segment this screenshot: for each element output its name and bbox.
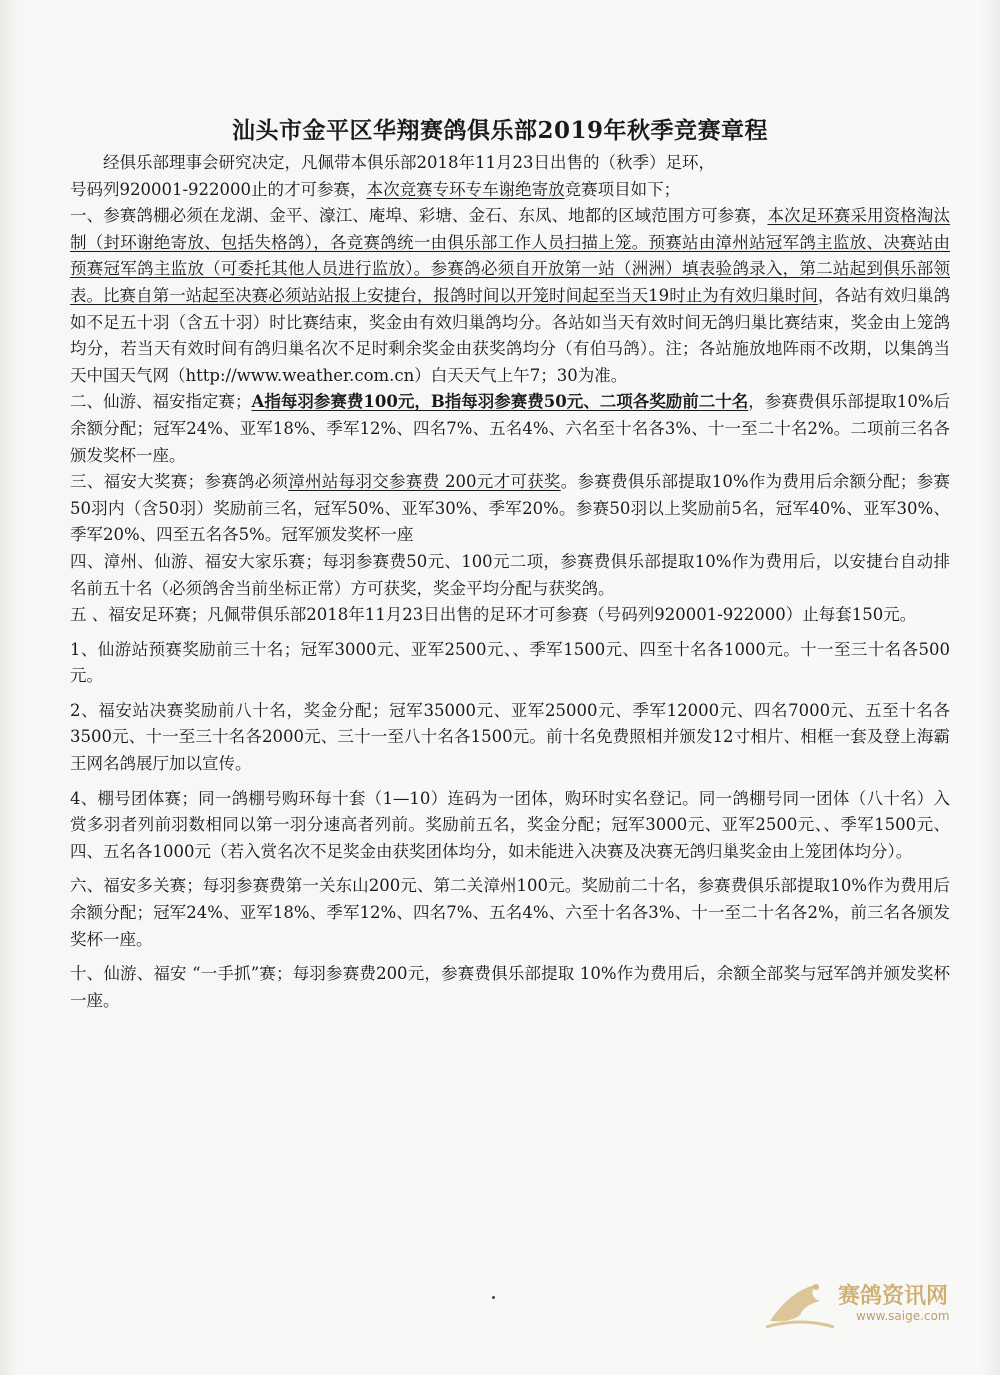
section-6: 六、福安多关赛；每羽参赛费第一关东山200元、第二关漳州100元。奖励前二十名，参赛费俱乐部提取10%作为费用后余额分配；冠军24%、亚军18%、季军12%、四名7%、五名4%、六至十名各3%、十一至二十名各2%，前三名各颁发奖杯一座。 (70, 876, 950, 949)
intro-underlined: 本次竞赛专环专车谢绝寄放 (366, 179, 565, 199)
reward-2: 2、福安站决赛奖励前八十名，奖金分配；冠军35000元、亚军25000元、季军12000元、四名7000元、五至十名各3500元、十一至三十名各2000元、三十一至八十名各1500元。前十名免费照相并颁发12寸相片、相框一套及登上海霸王网名鸽展厅加以宣传。 (70, 700, 950, 774)
section-3-rest: 。参赛费俱乐部提取10%作为费用后余额分配；参赛50羽内（含50羽）奖励前三名，冠军50%、亚军30%、季军20%。参赛50羽以上奖励前5名，冠军40%、亚军30%、季军20%、四至五名各5%。冠军颁发奖杯一座 (70, 472, 950, 545)
scan-speck (492, 1296, 495, 1299)
watermark-url: www.saige.com (856, 1309, 950, 1323)
site-watermark (760, 1271, 970, 1335)
section-1-lead: 一、参赛鸽棚必须在龙湖、金平、濠江、庵埠、彩塘、金石、东凤、地都的区域范围方可参赛， (70, 206, 768, 226)
intro-line-1: 经俱乐部理事会研究决定，凡佩带本俱乐部2018年11月23日出售的（秋季）足环， (103, 153, 715, 172)
section-1 (70, 203, 950, 389)
section-2 (70, 389, 950, 469)
document-title: 汕头市金平区华翔赛鸽俱乐部2019年秋季竞赛章程 (231, 117, 768, 144)
reward-1: 1、仙游站预赛奖励前三十名；冠军3000元、亚军2500元、、季军1500元、四至十名各1000元。十一至三十名各500元。 (70, 639, 950, 686)
section-2-lead: 二、仙游、福安指定赛； (70, 392, 252, 412)
document-body (70, 150, 950, 1014)
intro-paragraph (70, 150, 950, 203)
section-10: 十、仙游、福安 “一手抓”赛；每羽参赛费200元，参赛费俱乐部提取 10%作为费用后，余额全部奖与冠军鸽并颁发奖杯一座。 (70, 964, 950, 1010)
section-1-rest: ，各站有效归巢鸽如不足五十羽（含五十羽）时比赛结束，奖金由有效归巢鸽均分。各站如当天有效时间无鸽归巢比赛结束，奖金由上笼鸽均分，若当天有效时间有鸽归巢名次不足时剩余奖金由获奖鸽均分（有伯马鸽）。注；各站施放地阵雨不改期，以集鸽当天中国天气网（http://www.weather.com.cn）白天天气上午7；30为准。 (70, 285, 951, 385)
section-1-underlined: 本次足环赛采用资格淘汰制（封环谢绝寄放、包括失格鸽），各竞赛鸽统一由俱乐部工作人员扫描上笼。预赛站由漳州站冠军鸽主监放、决赛站由预赛冠军鸽主监放（可委托其他人员进行监放）。参赛鸽必须自开放第一站（洲洲）填表验鸽录入，第二站起到俱乐部领表。比赛自第一站起至决赛必须站站报上安捷台，报鸽时间以开笼时间起至当天19时止为有效归巢时间 (70, 206, 951, 305)
reward-4: 4、棚号团体赛；同一鸽棚号购环每十套（1—10）连码为一团体，购环时实名登记。同一鸽棚号同一团体（八十名）入赏多羽者列前羽数相同以第一羽分速高者列前。奖励前五名，奖金分配；冠军3000元、亚军2500元、、季军1500元、四、五名各1000元（若入赏名次不足奖金由获奖团体均分，如未能进入决赛及决赛无鸽归巢奖金由上笼团体均分）。 (70, 788, 950, 861)
section-3-underlined: 漳州站每羽交参赛费 200元才可获奖 (288, 472, 561, 492)
pigeon-logo-icon (760, 1271, 840, 1335)
section-2-rest: ，参赛费俱乐部提取10%后余额分配；冠军24%、亚军18%、季军12%、四名7%、五名4%、六名至十名各3%、十一至二十名2%。二项前三名各颁发奖杯一座。 (70, 392, 951, 465)
intro-line-2a: 号码列920001-922000止的才可参赛， (70, 179, 367, 199)
section-4: 四、漳州、仙游、福安大家乐赛；每羽参赛费50元、100元二项，参赛费俱乐部提取10%作为费用后，以安捷台自动排名前五十名（必须鸽舍当前坐标正常）方可获奖，奖金平均分配与获奖鸽。 (70, 551, 950, 598)
intro-line-2b: 竞赛项目如下； (564, 179, 681, 199)
watermark-name: 赛鸽资讯网 (838, 1284, 949, 1309)
section-3-lead: 三、福安大奖赛；参赛鸽必须 (70, 472, 289, 492)
section-5: 五 、福安足环赛；凡佩带俱乐部2018年11月23日出售的足环才可参赛（号码列920001-922000）止每套150元。 (70, 605, 917, 625)
section-3 (70, 469, 950, 549)
section-2-underlined: A指每羽参赛费100元，B指每羽参赛费50元、二项各奖励前二十名 (251, 392, 749, 412)
